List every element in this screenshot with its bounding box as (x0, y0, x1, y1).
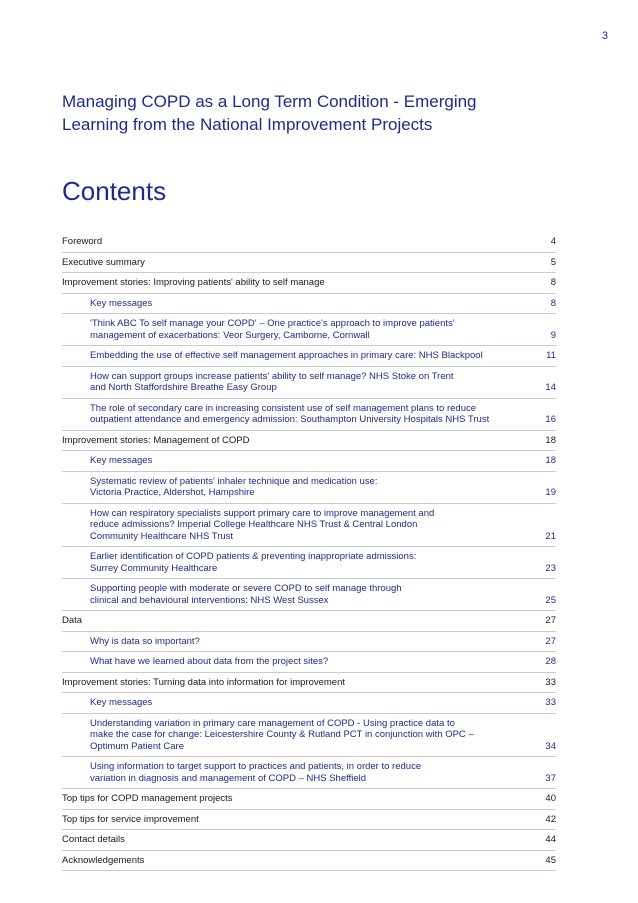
toc-entry-line: Earlier identification of COPD patients & preventing inappropriate admissions: (90, 551, 417, 562)
toc-entry-line: Using information to target support to practices and patients, in order to reduce (90, 761, 422, 772)
toc-entry-line: Systematic review of patients' inhaler technique and medication use: (90, 475, 378, 487)
toc-entry-line: Improvement stories: Turning data into information for improvement (62, 676, 346, 688)
toc-page-number: 44 (545, 834, 556, 845)
toc-entry-title (90, 761, 538, 784)
toc-page-number: 33 (545, 676, 556, 688)
toc-subentry[interactable] (62, 714, 556, 758)
toc-page-number: 21 (545, 530, 556, 542)
toc-entry-line: Data (62, 615, 83, 626)
toc-entry-title (62, 855, 538, 867)
toc-entry-title (62, 435, 538, 447)
toc-entry[interactable] (62, 830, 556, 851)
toc-entry-line: Acknowledgements (62, 854, 145, 866)
toc-page-number: 14 (545, 382, 556, 393)
toc-entry-line: make the case for change: Leicestershire County & Rutland PCT in conjunction with OPC – (90, 729, 474, 740)
toc-subentry[interactable] (62, 547, 556, 579)
toc-subentry[interactable] (62, 504, 556, 548)
toc-entry-title (90, 508, 538, 543)
toc-entry-title (90, 371, 538, 394)
toc-subentry[interactable] (62, 367, 556, 399)
toc-page-number: 27 (545, 635, 556, 647)
toc-entry[interactable] (62, 431, 556, 452)
toc-entry-title (90, 455, 538, 467)
toc-page-number: 33 (545, 697, 556, 708)
toc-entry[interactable] (62, 810, 556, 831)
toc-entry-line: How can support groups increase patients' ability to self manage? NHS Stoke on Trent (90, 370, 454, 382)
toc-entry-line: Key messages (90, 297, 153, 309)
toc-entry-title (90, 656, 538, 668)
toc-entry-line: Top tips for service improvement (62, 813, 199, 825)
toc-entry-line: Embedding the use of effective self management approaches in primary care: NHS Blackpool (90, 350, 483, 361)
toc-page-number: 25 (545, 594, 556, 606)
toc-page-number: 16 (545, 414, 556, 425)
toc-entry-line: outpatient attendance and emergency admission: Southampton University Hospitals NHS Trust (90, 414, 490, 425)
toc-page-number: 8 (550, 277, 556, 288)
toc-entry-line: Understanding variation in primary care management of COPD - Using practice data to (90, 717, 455, 729)
toc-page-number: 27 (545, 615, 556, 626)
toc-page-number: 37 (545, 772, 556, 784)
toc-subentry[interactable] (62, 652, 556, 673)
toc-entry-title (62, 615, 538, 627)
toc-entry-line: Contact details (62, 834, 125, 845)
toc-subentry[interactable] (62, 757, 556, 789)
toc-entry-line: The role of secondary care in increasing consistent use of self management plans to reduce (90, 402, 477, 414)
toc-entry-line: Improvement stories: Management of COPD (62, 434, 250, 446)
toc-subentry[interactable] (62, 399, 556, 431)
toc-entry-title (90, 583, 538, 606)
toc-entry-line: Supporting people with moderate or severe COPD to self manage through (90, 583, 402, 594)
toc-page-number: 34 (545, 740, 556, 752)
toc-entry[interactable] (62, 273, 556, 294)
toc-entry-title (62, 257, 538, 269)
toc-entry-title (62, 677, 538, 689)
toc-entry-line: Key messages (90, 697, 153, 708)
toc-entry-line: reduce admissions? Imperial College Healthcare NHS Trust & Central London (90, 519, 418, 530)
title-line: Managing COPD as a Long Term Condition - Emerging (62, 92, 477, 111)
toc-entry-line: Foreword (62, 236, 103, 247)
toc-entry[interactable] (62, 611, 556, 632)
toc-entry-line: Community Healthcare NHS Trust (90, 530, 234, 542)
toc-subentry[interactable] (62, 314, 556, 346)
toc-entry-line: Surrey Community Healthcare (90, 562, 218, 574)
toc-entry[interactable] (62, 851, 556, 872)
toc-page-number: 28 (545, 656, 556, 667)
toc-page-number: 11 (546, 350, 556, 361)
toc-subentry[interactable] (62, 346, 556, 367)
toc-entry-line: Victoria Practice, Aldershot, Hampshire (90, 487, 255, 498)
toc-entry-line: Top tips for COPD management projects (62, 793, 233, 804)
toc-page-number: 40 (545, 793, 556, 804)
toc-entry-title (90, 476, 538, 499)
toc-entry-line: What have we learned about data from the project sites? (90, 656, 329, 667)
toc-page-number: 19 (545, 487, 556, 498)
toc-entry-line: Key messages (90, 455, 153, 466)
toc-entry-line: 'Think ABC To self manage your COPD' – One practice's approach to improve patients' (90, 318, 455, 329)
toc-entry-line: How can respiratory specialists support primary care to improve management and (90, 507, 435, 519)
toc-entry-title (90, 350, 538, 362)
toc-entry[interactable] (62, 673, 556, 694)
toc-entry-line: management of exacerbations: Veor Surgery, Camborne, Cornwall (90, 329, 370, 341)
toc-subentry[interactable] (62, 294, 556, 315)
toc-entry-title (90, 697, 538, 709)
toc-entry-title (62, 793, 538, 805)
page-number: 3 (601, 30, 608, 42)
toc-entry-title (62, 834, 538, 846)
toc-page-number: 23 (545, 562, 556, 574)
toc-entry-title (90, 403, 538, 426)
title-line: Learning from the National Improvement Projects (62, 115, 433, 134)
toc-entry-line: Executive summary (62, 256, 145, 268)
toc-page-number: 18 (545, 434, 556, 446)
toc-entry-title (62, 277, 538, 289)
toc-entry-title (90, 718, 538, 753)
document-title (62, 90, 542, 136)
toc-entry-line: clinical and behavioural interventions: NHS West Sussex (90, 594, 329, 606)
toc-subentry[interactable] (62, 451, 556, 472)
toc-entry-title (90, 298, 538, 310)
toc-subentry[interactable] (62, 579, 556, 611)
toc-page-number: 45 (545, 854, 556, 866)
toc-entry-line: Improvement stories: Improving patients' ability to self manage (62, 277, 325, 288)
toc-subentry[interactable] (62, 693, 556, 714)
toc-entry[interactable] (62, 789, 556, 810)
toc-subentry[interactable] (62, 472, 556, 504)
toc-entry-title (62, 814, 538, 826)
toc-entry-title (90, 551, 538, 574)
toc-entry-line: variation in diagnosis and management of COPD – NHS Sheffield (90, 772, 367, 784)
toc-entry-title (62, 236, 538, 248)
toc-page-number: 9 (550, 329, 556, 341)
contents-heading: Contents (62, 176, 167, 206)
toc-entry-line: Why is data so important? (90, 635, 200, 647)
toc-entry-line: and North Staffordshire Breathe Easy Group (90, 382, 277, 393)
toc-entry-title (90, 636, 538, 648)
toc-page-number: 4 (550, 236, 556, 247)
table-of-contents (62, 232, 556, 871)
toc-page-number: 5 (550, 256, 556, 268)
toc-page-number: 8 (550, 297, 556, 309)
toc-subentry[interactable] (62, 632, 556, 653)
toc-entry-title (90, 318, 538, 341)
toc-entry[interactable] (62, 253, 556, 274)
toc-page-number: 42 (545, 813, 556, 825)
toc-page-number: 18 (545, 455, 556, 466)
toc-entry[interactable] (62, 232, 556, 253)
toc-entry-line: Optimum Patient Care (90, 740, 184, 752)
